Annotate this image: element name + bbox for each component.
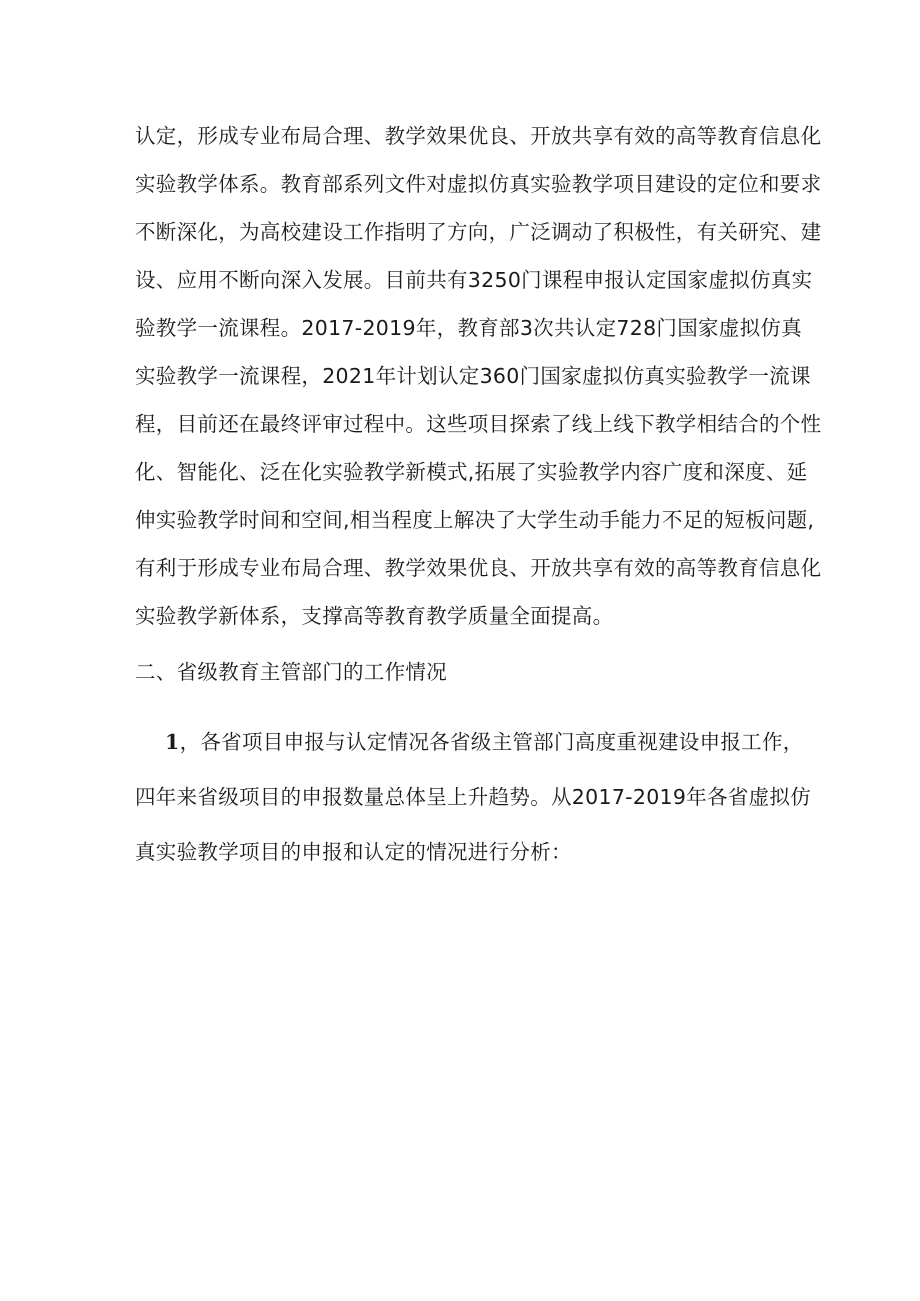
paragraph-2-line-3: 真实验教学项目的申报和认定的情况进行分析： <box>135 840 572 864</box>
paragraph-1-line-6: 实验教学一流课程，2021年计划认定360门国家虚拟仿真实验教学一流课 <box>135 364 811 388</box>
paragraph-1-line-9: 伸实验教学时间和空间,相当程度上解决了大学生动手能力不足的短板问题, <box>135 508 815 532</box>
paragraph-1-line-2: 实验教学体系。教育部系列文件对虚拟仿真实验教学项目建设的定位和要求 <box>135 172 822 196</box>
paragraph-1-line-3: 不断深化，为高校建设工作指明了方向，广泛调动了积极性，有关研究、建 <box>135 220 822 244</box>
paragraph-1-line-8: 化、智能化、泛在化实验教学新模式,拓展了实验教学内容广度和深度、延 <box>135 460 808 484</box>
paragraph-1-line-11: 实验教学新体系，支撑高等教育教学质量全面提高。 <box>135 604 614 628</box>
paragraph-2-line-2: 四年来省级项目的申报数量总体呈上升趋势。从2017-2019年各省虚拟仿 <box>135 785 812 809</box>
paragraph-1-line-5: 验教学一流课程。2017-2019年，教育部3次共认定728门国家虚拟仿真 <box>135 316 803 340</box>
section-heading: 二、省级教育主管部门的工作情况 <box>135 660 447 684</box>
paragraph-2-first-line-text: ，各省项目申报与认定情况各省级主管部门高度重视建设申报工作， <box>179 730 804 754</box>
paragraph-1-line-4: 设、应用不断向深入发展。目前共有3250门课程申报认定国家虚拟仿真实 <box>135 268 813 292</box>
item-number: 1 <box>165 730 180 754</box>
paragraph-1-line-10: 有利于形成专业布局合理、教学效果优良、开放共享有效的高等教育信息化 <box>135 556 822 580</box>
paragraph-1-line-7: 程，目前还在最终评审过程中。这些项目探索了线上线下教学相结合的个性 <box>135 412 822 436</box>
paragraph-2-line-1 <box>165 728 804 756</box>
paragraph-1-line-1: 认定，形成专业布局合理、教学效果优良、开放共享有效的高等教育信息化 <box>135 124 822 148</box>
